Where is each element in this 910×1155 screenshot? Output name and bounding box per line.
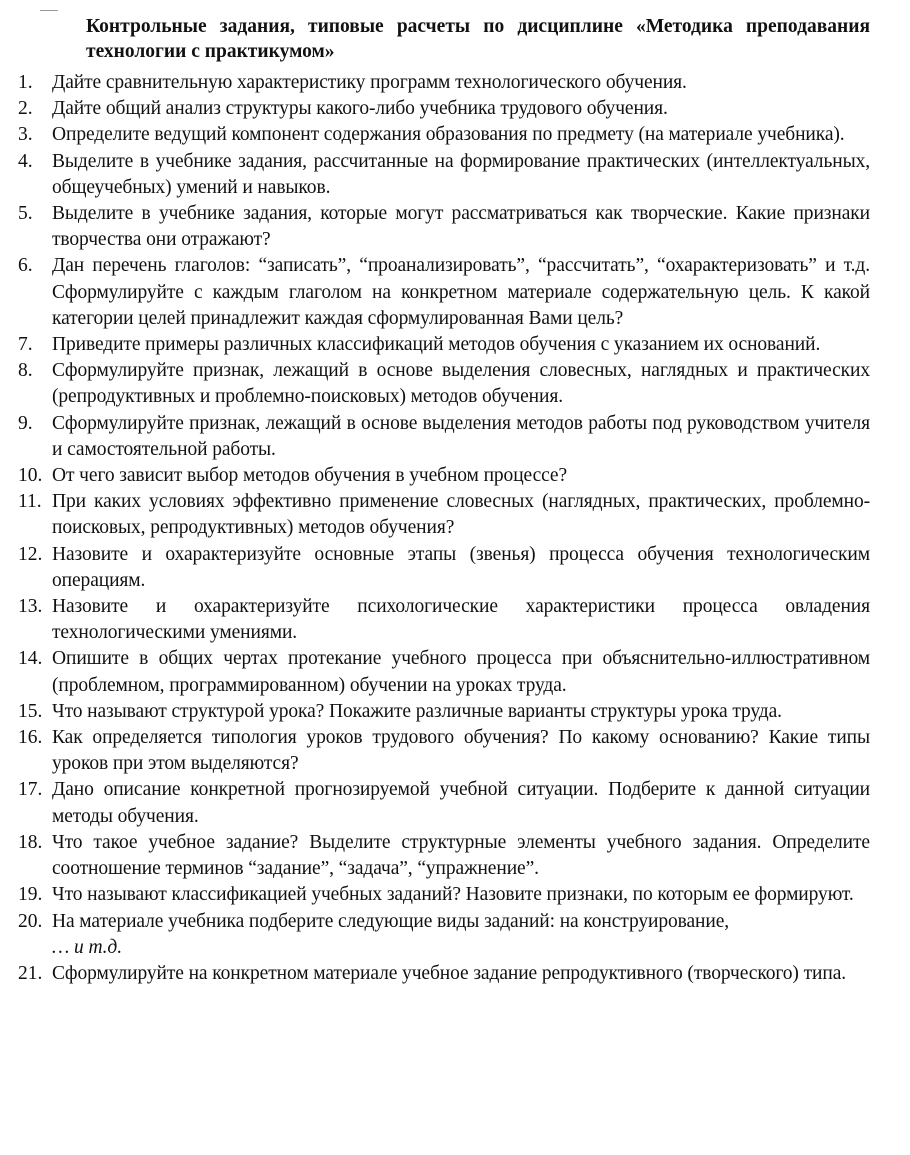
task-text-main: Приведите примеры различных классификаций методов обучения с указанием их оснований. <box>52 334 821 356</box>
task-item <box>18 70 870 96</box>
task-item <box>18 777 870 829</box>
task-text <box>52 358 870 410</box>
task-text-main: Назовите и охарактеризуйте основные этапы (звенья) процесса обучения технологическим операциям. <box>52 543 870 591</box>
task-text <box>52 830 870 882</box>
task-text-main: Назовите и охарактеризуйте психологические характеристики процесса овладения технологическими умениями. <box>52 596 870 644</box>
task-text <box>52 70 870 96</box>
task-text-main: Выделите в учебнике задания, которые могут рассматриваться как творческие. Какие признаки творчества они отражают? <box>52 203 870 251</box>
task-number: 18. <box>18 831 43 853</box>
task-item <box>18 253 870 332</box>
task-text <box>52 96 870 122</box>
task-text <box>52 253 870 332</box>
task-text-main: Дайте сравнительную характеристику программ технологического обучения. <box>52 72 687 93</box>
task-text <box>52 909 870 961</box>
task-text-main: От чего зависит выбор методов обучения в учебном процессе? <box>52 465 568 487</box>
task-text <box>52 122 870 148</box>
task-item <box>18 201 870 253</box>
task-number: 1. <box>18 72 33 93</box>
task-item <box>18 332 870 358</box>
task-number: 6. <box>18 255 33 277</box>
page-corner-mark <box>40 10 58 13</box>
task-item <box>18 594 870 646</box>
task-number: 13. <box>18 596 43 618</box>
task-item <box>18 646 870 698</box>
task-text <box>52 411 870 463</box>
task-text-tail: … и т.д. <box>52 936 122 958</box>
task-number: 20. <box>18 910 43 932</box>
task-text-main: Выделите в учебнике задания, рассчитанные на формирование практических (интеллектуальных, общеучебных) умений и навыков. <box>52 150 870 198</box>
task-text-main: Сформулируйте признак, лежащий в основе выделения методов работы под руководством учителя и самостоятельной работы. <box>52 412 870 460</box>
task-text-main: Как определяется типология уроков трудового обучения? По какому основанию? Какие типы уроков при этом выделяются? <box>52 727 870 775</box>
task-text <box>52 542 870 594</box>
task-number: 21. <box>18 962 43 984</box>
task-text-main: Дано описание конкретной прогнозируемой учебной ситуации. Подберите к данной ситуации методы обучения. <box>52 779 870 827</box>
task-item <box>18 830 870 882</box>
task-item <box>18 96 870 122</box>
task-number: 19. <box>18 884 43 906</box>
task-text-main: Опишите в общих чертах протекание учебного процесса при объяснительно-иллюстративном (проблемном, программированном) обучении на уроках труда. <box>52 648 870 696</box>
task-number: 16. <box>18 727 43 749</box>
task-text <box>52 777 870 829</box>
task-item <box>18 122 870 148</box>
document-title: Контрольные задания, типовые расчеты по дисциплине «Методика преподавания технологии с практикумом» <box>86 16 870 62</box>
task-number: 5. <box>18 203 33 225</box>
task-number: 11. <box>18 491 42 513</box>
task-number: 17. <box>18 779 43 801</box>
task-item <box>18 699 870 725</box>
task-text <box>52 332 870 358</box>
task-text <box>52 725 870 777</box>
task-text-main: Определите ведущий компонент содержания образования по предмету (на материале учебника). <box>52 124 845 146</box>
task-text <box>52 646 870 698</box>
task-text-main: Что такое учебное задание? Выделите структурные элементы учебного задания. Определите соотношение терминов “задание”, “задача”, “упражнение”. <box>52 831 870 880</box>
task-text-main: Сформулируйте признак, лежащий в основе выделения словесных, наглядных и практических (репродуктивных и проблемно-поисковых) методов обучения. <box>52 360 870 408</box>
task-number: 3. <box>18 124 33 146</box>
task-item <box>18 411 870 463</box>
task-list <box>18 70 870 987</box>
task-text <box>52 149 870 201</box>
task-text <box>52 882 870 908</box>
task-text-main: Сформулируйте на конкретном материале учебное задание репродуктивного (творческого) типа. <box>52 962 847 984</box>
task-item <box>18 542 870 594</box>
task-text <box>52 201 870 253</box>
task-text-main: На материале учебника подберите следующие виды заданий: на конструирование, <box>52 910 730 932</box>
document-page <box>18 14 870 987</box>
task-number: 7. <box>18 334 33 356</box>
task-item <box>18 725 870 777</box>
task-item <box>18 358 870 410</box>
task-text <box>52 594 870 646</box>
task-text <box>52 699 870 725</box>
task-item <box>18 882 870 908</box>
task-number: 9. <box>18 412 33 434</box>
task-number: 15. <box>18 700 43 722</box>
task-item <box>18 463 870 489</box>
task-number: 14. <box>18 648 43 670</box>
task-number: 10. <box>18 465 43 487</box>
task-number: 12. <box>18 543 43 565</box>
task-text-main: При каких условиях эффективно применение словесных (наглядных, практических, проблемно-поисковых, репродуктивных) методов обучения? <box>52 491 870 539</box>
task-text <box>52 463 870 489</box>
task-item <box>18 909 870 961</box>
task-number: 4. <box>18 150 33 172</box>
task-text <box>52 961 870 987</box>
task-text-main: Дайте общий анализ структуры какого-либо учебника трудового обучения. <box>52 98 668 120</box>
task-item <box>18 961 870 987</box>
task-item <box>18 149 870 201</box>
task-text <box>52 489 870 541</box>
task-number: 2. <box>18 98 33 120</box>
task-text-main: Что называют структурой урока? Покажите различные варианты структуры урока труда. <box>52 700 782 722</box>
task-text-main: Что называют классификацией учебных заданий? Назовите признаки, по которым ее формируют. <box>52 884 854 906</box>
task-item <box>18 489 870 541</box>
task-number: 8. <box>18 360 33 382</box>
task-text-main: Дан перечень глаголов: “записать”, “проанализировать”, “рассчитать”, “охарактеризовать” и т.д. Сформулируйте с каждым глаголом на конкретном материале содержательную цель. К какой категории целей принадлежит каждая сформулированная Вами цель? <box>52 255 870 329</box>
